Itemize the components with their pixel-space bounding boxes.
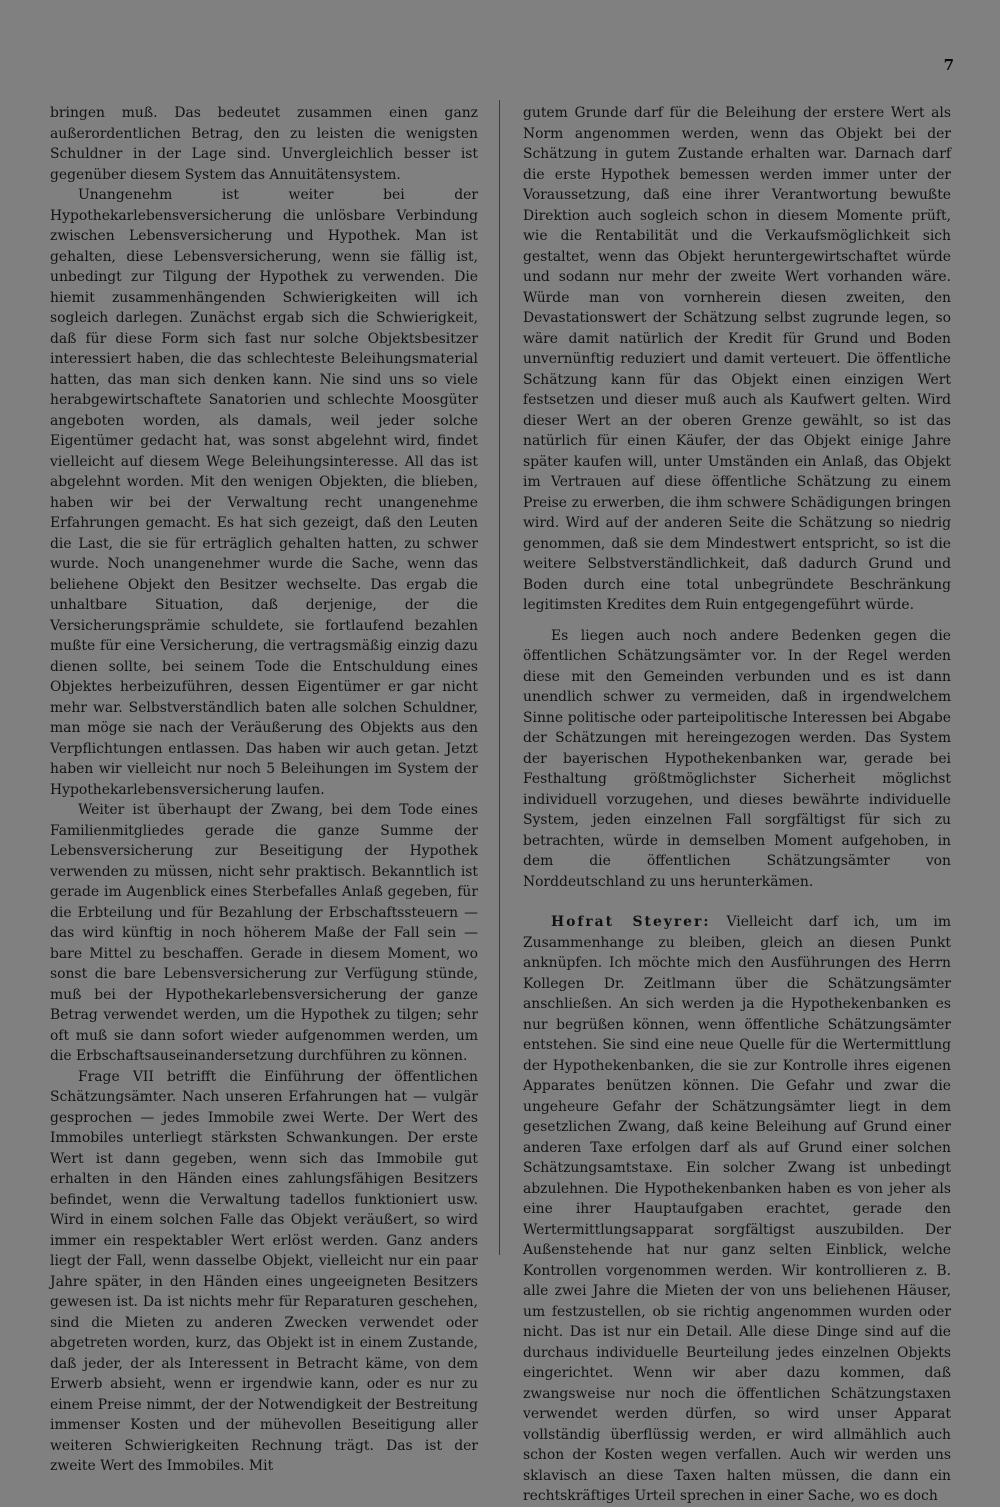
paragraph: bringen muß. Das bedeutet zusammen einen ganz außerordentlichen Betrag, den zu leisten die wenigsten Schuldner in der Lage sind. Unvergleichlich besser ist gegenüber diesem System das Annuitätensystem. bbox=[50, 105, 478, 183]
paragraph: gutem Grunde darf für die Beleihung der erstere Wert als Norm angenommen werden, wenn das Objekt bei der Schätzung in gutem Zustande erhalten war. Darnach darf die erste Hypothek bemessen werden immer unter der Voraussetzung, daß eine ihrer Verantwortung bewußte Direktion auch sogleich schon in diesem Momente prüft, wie die Rentabilität und die Verkaufsmöglichkeit sich gestaltet, wenn das Objekt heruntergewirtschaftet würde und sodann nur mehr der zweite Wert vorhanden wäre. Würde man von vornherein diesen zweiten, den Devastationswert der Schätzung selbst zugrunde legen, so wäre damit natürlich der Kredit für Grund und Boden unvernünftig reduziert und damit verteuert. Die öffentliche Schätzung kann für das Objekt einen einzigen Wert festsetzen und dieser muß auch als Kaufwert gelten. Wird dieser Wert an der oberen Grenze gewählt, so ist das natürlich für einen Käufer, der das Objekt einige Jahre später kaufen will, unter Umständen ein Anlaß, das Objekt im Vertrauen auf diese öffentliche Schätzung zu einem Preise zu erwerben, die ihm schwere Schädigungen bringen wird. Wird auf der anderen Seite die Schätzung so niedrig genommen, daß sie dem Mindestwert entspricht, so ist die weitere Selbstverständlichkeit, daß dadurch Grund und Boden durch eine total unbegründete Beschränkung legitimsten Kredites dem Ruin entgegengeführt würde. bbox=[523, 105, 951, 613]
paragraph: Weiter ist überhaupt der Zwang, bei dem Tode eines Familienmitgliedes gerade die ganze Summe der Lebensversicherung zur Beseitigung der Hypothek verwenden zu müssen, nicht sehr praktisch. Bekanntlich ist gerade im Augenblick eines Sterbefalles Anlaß gegeben, für die Erbteilung und für Bezahlung der Erbschaftssteuern — das wird künftig in noch höherem Maße der Fall sein — bare Mittel zu beschaffen. Gerade in diesem Moment, wo sonst die bare Lebensversicherung zur Verfügung stünde, muß bei der Hypothekarlebensversicherung der ganze Betrag verwendet werden, um die Hypothek zu tilgen; sehr oft muß sie dann sofort wieder aufgenommen werden, um die Erbschaftsauseinandersetzung durchführen zu können. bbox=[50, 802, 478, 1064]
speaker-name: Hofrat Steyrer: bbox=[551, 914, 711, 930]
paragraph: Es liegen auch noch andere Bedenken gegen die öffentlichen Schätzungsämter vor. In der Regel werden diese mit den Gemeinden verbunden und es ist dann unendlich schwer zu vermeiden, daß in irgendwelchem Sinne politische oder parteipolitische Interessen bei Abgabe der Schätzungen mit hereingezogen werden. Das System der bayerischen Hypothekenbanken war, gerade bei Festhaltung größtmöglichster Sicherheit möglichst individuell vorzugehen, und dieses bewährte individuelle System, jeden einzelnen Fall sorgfältigst für sich zu betrachten, würde in demselben Moment aufgehoben, in dem die öffentlichen Schätzungsämter von Norddeutschland zu uns herunterkämen. bbox=[523, 627, 951, 890]
column-divider bbox=[499, 100, 500, 1255]
speaker-paragraph bbox=[523, 912, 951, 1507]
paragraph: Unangenehm ist weiter bei der Hypothekarlebensversicherung die unlösbare Verbindung zwischen Lebensversicherung und Hypothek. Man ist gehalten, diese Lebensversicherung, wenn sie fällig ist, unbedingt zur Tilgung der Hypothek zu verwenden. Die hiemit zusammenhängenden Schwierigkeiten will ich sogleich darlegen. Zunächst ergab sich die Schwierigkeit, daß für diese Form sich fast nur solche Objektsbesitzer interessiert haben, die das schlechteste Beleihungsmaterial hatten, das man sich denken kann. Nie sind uns so viele herabgewirtschaftete Sanatorien und schlechte Moosgüter angeboten worden, als damals, weil jeder solche Eigentümer gedacht hat, was sonst abgelehnt wird, findet vielleicht auf diesem Wege Beleihungsinteresse. All das ist abgelehnt worden. Mit den wenigen Objekten, die blieben, haben wir bei der Verwaltung recht unangenehme Erfahrungen gemacht. Es hat sich gezeigt, daß den Leuten die Last, die sie für erträglich gehalten hatten, zu schwer wurde. Noch unangenehmer wurde die Sache, wenn das beliehene Objekt den Besitzer wechselte. Das ergab die unhaltbare Situation, daß derjenige, der die Versicherungsprämie schuldete, sie fortlaufend bezahlen mußte für eine Versicherung, die vertragsmäßig einzig dazu dienen sollte, bei seinem Tode die Entschuldung eines Objektes herbeizuführen, dessen Eigentümer er gar nicht mehr war. Selbstverständlich baten alle solchen Schuldner, man möge sie nach der Veräußerung des Objekts aus den Verpflichtungen entlassen. Das haben wir auch getan. Jetzt haben wir vielleicht nur noch 5 Beleihungen im System der Hypothekarlebensversicherung laufen. bbox=[50, 187, 478, 798]
page-number: 7 bbox=[943, 56, 954, 74]
left-column bbox=[50, 103, 478, 1477]
paragraph: Frage VII betrifft die Einführung der öffentlichen Schätzungsämter. Nach unseren Erfahrungen hat — vulgär gesprochen — jedes Immobile zwei Werte. Der Wert des Immobiles unterliegt stärksten Schwankungen. Der erste Wert ist dann gegeben, wenn sich das Immobile gut erhalten in den Händen eines zahlungsfähigen Besitzers befindet, wenn die Verwaltung tadellos funktioniert usw. Wird in einem solchen Falle das Objekt veräußert, so wird immer ein respektabler Wert erlöst werden. Ganz anders liegt der Fall, wenn dasselbe Objekt, vielleicht nur ein paar Jahre später, in den Händen eines ungeeigneten Besitzers gewesen ist. Da ist nichts mehr für Reparaturen geschehen, sind die Mieten zu anderen Zwecken verwendet oder abgetreten worden, kurz, das Objekt ist in einem Zustande, daß jeder, der als Interessent in Betracht käme, von dem Erwerb absieht, wenn er irgendwie kann, oder es nur zu einem Preise nimmt, der der Notwendigkeit der Bestreitung immenser Kosten und der mühevollen Beseitigung aller weiteren Schwierigkeiten Rechnung trägt. Das ist der zweite Wert des Immobiles. Mit bbox=[50, 1068, 478, 1474]
speaker-text: Vielleicht darf ich, um im Zusammenhange zu bleiben, gleich an diesen Punkt anknüpfen. Ich möchte mich den Ausführungen des Herrn Kollegen Dr. Zeitlmann über die Schätzungsämter anschließen. An sich werden ja die Hypothekenbanken es nur begrüßen können, wenn öffentliche Schätzungsämter entstehen. Sie sind eine neue Quelle für die Wertermittlung der Hypothekenbanken, die sie zur Kontrolle ihres eigenen Apparates benützen können. Die Gefahr und zwar die ungeheure Gefahr der Schätzungsämter liegt in dem gesetzlichen Zwang, daß keine Beleihung auf Grund einer anderen Taxe erfolgen darf als auf Grund einer solchen Schätzungsamtstaxe. Ein solcher Zwang ist unbedingt abzulehnen. Die Hypothekenbanken haben es von jeher als eine ihrer Hauptaufgaben erachtet, gerade den Wertermittlungsapparat sorgfältigst auszubilden. Der Außenstehende hat nur ganz selten Einblick, welche Kontrollen vorgenommen werden. Wir kontrollieren z. B. alle zwei Jahre die Mieten der von uns beliehenen Häuser, um festzustellen, ob sie richtig angenommen wurden oder nicht. Das ist nur ein Detail. Alle diese Dinge sind auf die durchaus individuelle Beurteilung jedes einzelnen Objekts eingerichtet. Wenn wir aber dazu kommen, daß zwangsweise nur noch die öffentlichen Schätzungstaxen verwendet werden dürfen, so wird unser Apparat vollständig überflüssig werden, er wird allmählich auch schon der Kosten wegen verfallen. Auch wir werden uns sklavisch an diese Taxen halten müssen, die dann ein rechtskräftiges Urteil sprechen in einer Sache, wo es doch bbox=[523, 914, 951, 1504]
right-column bbox=[523, 103, 951, 1507]
